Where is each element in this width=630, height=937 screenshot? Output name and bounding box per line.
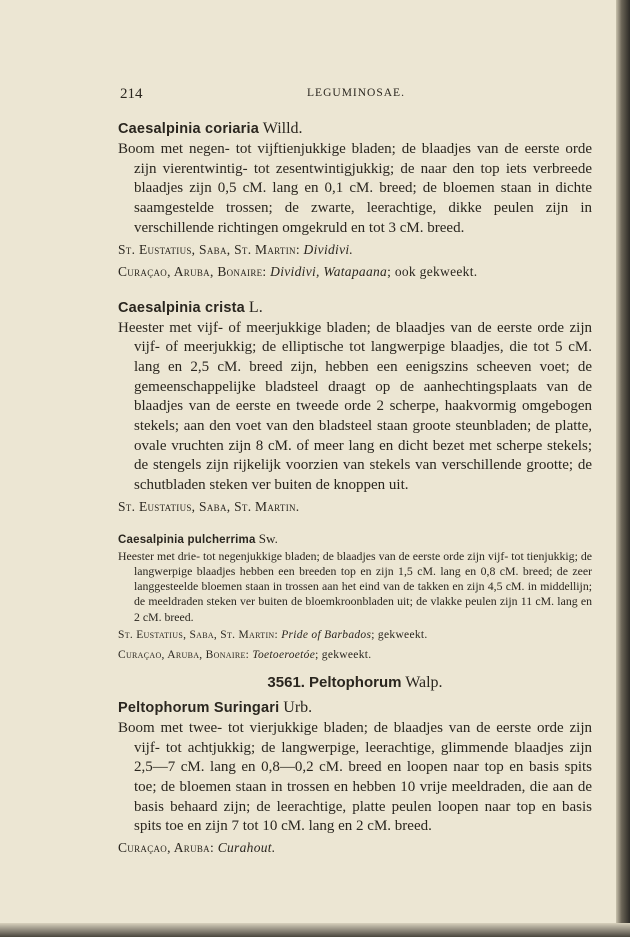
locality-line: Curaçao, Aruba, Bonaire: Dividivi, Watapaana; ook gekweekt.	[118, 263, 478, 279]
running-title: LEGUMINOSAE.	[307, 87, 405, 99]
species-entry	[118, 697, 592, 859]
page-content	[118, 118, 592, 859]
vernacular-names: Toetoeroetóe	[252, 648, 316, 661]
species-name: Caesalpinia crista	[118, 299, 245, 316]
locality-places: St. Eustatius, Saba, St. Martin	[118, 241, 296, 257]
species-entry	[118, 297, 592, 518]
species-author: L.	[248, 298, 263, 316]
species-heading	[118, 530, 592, 549]
species-author: Willd.	[262, 120, 303, 137]
vernacular-names: Pride of Barbados	[281, 628, 372, 641]
locality-places: Curaçao, Aruba	[118, 840, 210, 856]
vernacular-names: Dividivi.	[303, 241, 354, 257]
species-description: Boom met negen- tot vijftienjukkige bladen; de blaadjes van de eerste orde zijn vierentwintig- tot zesentwintigjukkig; de naar den top iets verbreede blaadjes zijn 0,5 cM. lang en 0,1 cM. breed; de bloemen staan in dichte saamgestelde trossen; de zwarte, leerachtige, dikke peulen zijn in verschillende richtingen omgekruld en tot 3 cM. breed.	[118, 141, 592, 236]
species-description: Heester met drie- tot negenjukkige bladen; de blaadjes van de eerste orde zijn vijf- tot tienjukkig; de langwerpige blaadjes hebben een breeden top en zijn 1,5 cM. lang en 0,8 cM. breed; de zeer langgesteelde bloemen staan in trossen aan het eind van de takken en zijn 4,5 cM. in middellijn; de meeldraden steken ver buiten de bloemkroonbladen uit; de vlakke peulen zijn 11 cM. lang en 2 cM. breed.	[118, 548, 592, 624]
locality-places: Curaçao, Aruba, Bonaire	[118, 648, 246, 661]
page-binding-shadow	[616, 0, 630, 937]
species-name: Peltophorum Suringari	[118, 699, 280, 716]
species-entry	[118, 530, 592, 665]
species-description: Heester met vijf- of meerjukkige bladen; de blaadjes van de eerste orde zijn vijf- of meerjukkig; de elliptische tot langwerpige blaadjes, die tot 5 cM. lang en 2,5 cM. breed zijn, hebben een eenigszins scheeven voet; de gemeenschappelijke bladsteel draagt op de aanhechtingsplaats van de blaadjes van de eerste en tweede orde 2 scherpe, haakvormig omgebogen stekels; aan den voet van den bladsteel staan groote steunbladen; de platte, ovale vruchten zijn 8 cM. of meer lang en dicht bezet met scherpe stekels; de stengels zijn rijkelijk voorzien van stekels van verschillende grootte; de schutbladen steken ver buiten de knoppen uit.	[118, 319, 592, 494]
locality-places: Curaçao, Aruba, Bonaire	[118, 263, 263, 279]
species-name: Caesalpinia pulcherrima	[118, 533, 256, 546]
locality-line: St. Eustatius, Saba, St. Martin: Pride of Barbados; gekweekt.	[118, 628, 428, 641]
species-author: Sw.	[258, 530, 278, 546]
locality-note: ; ook gekweekt.	[387, 263, 478, 279]
locality-places: St. Eustatius, Saba, St. Martin.	[118, 498, 300, 514]
locality-line: Curaçao, Aruba: Curahout.	[118, 840, 276, 856]
species-author: Urb.	[283, 698, 313, 716]
species-description: Boom met twee- tot vierjukkige bladen; de blaadjes van de eerste orde zijn vijf- tot achtjukkig; de langwerpige, leerachtige, glimmende blaadjes zijn 2,5—7 cM. lang en 0,8—0,2 cM. breed en loopen naar top en basis spits toe; de bloemen staan in trossen en hebben 10 vrije meeldraden, die aan de basis behaard zijn; de leerachtige, platte peulen loopen naar top en basis spits toe en zijn 7 tot 10 cM. lang en 2 cM. breed.	[118, 719, 592, 835]
locality-places: St. Eustatius, Saba, St. Martin	[118, 628, 275, 641]
vernacular-names: Dividivi, Watapaana	[270, 263, 388, 279]
vernacular-names: Curahout.	[217, 840, 276, 856]
locality-note: ; gekweekt.	[371, 628, 428, 641]
genus-author: Walp.	[405, 673, 443, 691]
locality-line	[118, 496, 592, 518]
species-name: Caesalpinia coriaria	[118, 121, 260, 137]
species-heading	[118, 118, 592, 140]
locality-note: ; gekweekt.	[315, 648, 372, 661]
page-header	[120, 86, 592, 106]
species-heading	[118, 297, 592, 319]
species-heading	[118, 697, 592, 719]
genus-name: Peltophorum	[308, 673, 402, 691]
locality-line: Curaçao, Aruba, Bonaire: Toetoeroetóe; gekweekt.	[118, 648, 372, 661]
locality-line: St. Eustatius, Saba, St. Martin: Dividivi.	[118, 241, 354, 257]
page-bottom-edge	[0, 923, 630, 937]
genus-number: 3561.	[267, 673, 305, 691]
page-number: 214	[120, 86, 143, 102]
genus-heading	[118, 671, 592, 695]
species-entry	[118, 118, 592, 283]
